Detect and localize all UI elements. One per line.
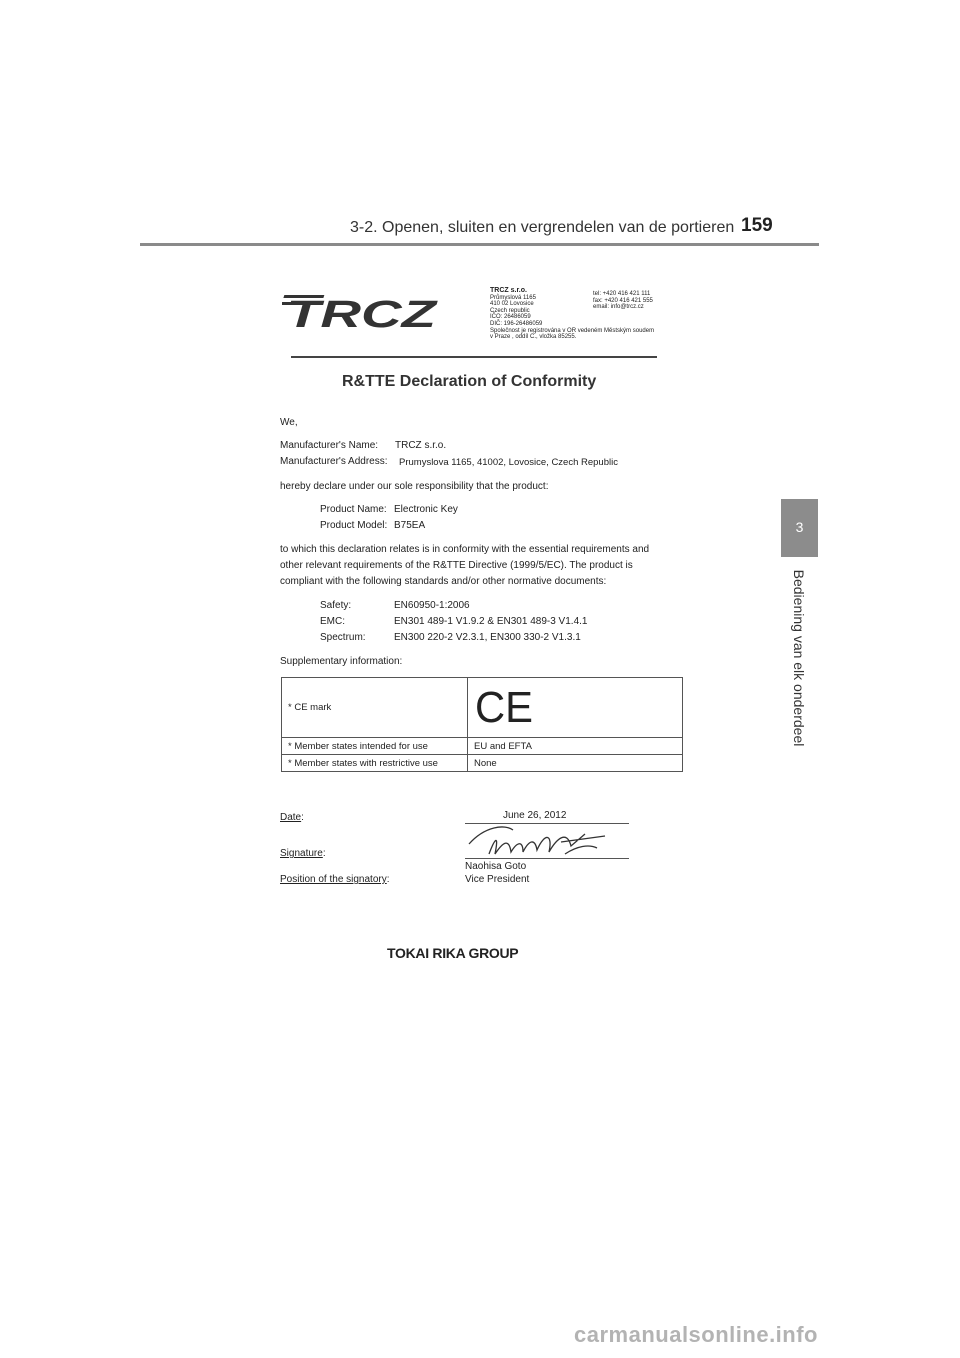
manufacturer-name-label: Manufacturer's Name: bbox=[280, 440, 379, 451]
position-label-wrap: Position of the signatory: bbox=[280, 874, 390, 885]
table-cell: * Member states intended for use bbox=[282, 738, 468, 755]
watermark: carmanualsonline.info bbox=[574, 1322, 818, 1347]
table-row bbox=[282, 678, 683, 738]
declare-text: hereby declare under our sole responsibility that the product: bbox=[280, 481, 549, 492]
manufacturer-name: TRCZ s.r.o. bbox=[395, 440, 447, 451]
standard-label: Spectrum: bbox=[320, 632, 366, 643]
ce-symbol: CE bbox=[475, 686, 533, 726]
manufacturer-address-label: Manufacturer's Address: bbox=[280, 456, 388, 467]
handwritten-signature bbox=[465, 824, 615, 862]
standard-label: EMC: bbox=[320, 616, 345, 627]
table-row bbox=[282, 738, 683, 755]
we-text: We, bbox=[280, 417, 298, 428]
contact-line: fax: +420 416 421 555 bbox=[593, 297, 653, 304]
table-cell: * Member states with restrictive use bbox=[282, 755, 468, 772]
supplementary-table bbox=[281, 677, 683, 772]
header-rule bbox=[140, 243, 819, 246]
tokai-rika-logo: TOKAI RIKA GROUP bbox=[387, 945, 519, 961]
standard-value: EN300 220-2 V2.3.1, EN300 330-2 V1.3.1 bbox=[394, 632, 581, 643]
chapter-number: 3 bbox=[795, 519, 804, 535]
standard-value: EN60950-1:2006 bbox=[394, 600, 470, 611]
standard-label: Safety: bbox=[320, 600, 352, 611]
conformity-line: compliant with the following standards and/or other normative documents: bbox=[280, 576, 607, 587]
logo-text: TRCZ bbox=[286, 294, 439, 331]
conformity-line: to which this declaration relates is in conformity with the essential requirements and bbox=[280, 544, 650, 555]
signature-label: Signature bbox=[280, 848, 323, 859]
letterhead-rule bbox=[291, 356, 657, 358]
product-model: B75EA bbox=[394, 520, 426, 531]
ce-mark-icon bbox=[474, 686, 536, 726]
ce-mark-cell bbox=[468, 678, 683, 738]
standard-value: EN301 489-1 V1.9.2 & EN301 489-3 V1.4.1 bbox=[394, 616, 588, 627]
page-number: 159 bbox=[741, 215, 773, 236]
signature-label-wrap: Signature: bbox=[280, 848, 326, 859]
company-line: v Praze , oddíl C., vložka 85255. bbox=[490, 334, 577, 341]
table-row bbox=[282, 755, 683, 772]
declaration-title: R&TTE Declaration of Conformity bbox=[342, 373, 597, 390]
company-line: TRCZ s.r.o. bbox=[490, 287, 527, 294]
company-line: DIČ: 196-26486059 bbox=[490, 320, 543, 327]
position-label: Position of the signatory bbox=[280, 874, 387, 885]
contact-line: tel: +420 416 421 111 bbox=[593, 291, 651, 297]
signature-line bbox=[465, 858, 629, 859]
company-line: 410 02 Lovosice bbox=[490, 301, 534, 308]
company-line: IČO: 26486059 bbox=[490, 314, 531, 321]
company-line: Průmyslová 1165 bbox=[490, 294, 536, 301]
date-value: June 26, 2012 bbox=[503, 810, 567, 821]
manufacturer-address: Prumyslova 1165, 41002, Lovosice, Czech Republic bbox=[399, 457, 618, 468]
date-label-wrap: Date: bbox=[280, 812, 304, 823]
table-cell: None bbox=[468, 755, 683, 772]
contact-details bbox=[593, 291, 653, 311]
conformity-line: other relevant requirements of the R&TTE Directive (1999/5/EC). The product is bbox=[280, 560, 633, 571]
contact-line: email: info@trcz.cz bbox=[593, 304, 644, 311]
company-line: Společnost je registrována v OR vedeném Městským soudem bbox=[490, 327, 655, 334]
trcz-logo bbox=[282, 293, 440, 331]
section-title: 3-2. Openen, sluiten en vergrendelen van de portieren bbox=[350, 219, 735, 236]
supplementary-label: Supplementary information: bbox=[280, 656, 403, 667]
chapter-label: Bediening van elk onderdeel bbox=[791, 569, 807, 747]
company-line: Czech republic bbox=[490, 307, 530, 314]
position-value: Vice President bbox=[465, 874, 530, 885]
date-label: Date bbox=[280, 812, 302, 823]
product-name: Electronic Key bbox=[394, 504, 458, 515]
table-cell: * CE mark bbox=[282, 678, 468, 738]
product-model-label: Product Model: bbox=[320, 520, 388, 531]
table-cell: EU and EFTA bbox=[468, 738, 683, 755]
product-name-label: Product Name: bbox=[320, 504, 387, 515]
signatory-name: Naohisa Goto bbox=[465, 861, 527, 872]
